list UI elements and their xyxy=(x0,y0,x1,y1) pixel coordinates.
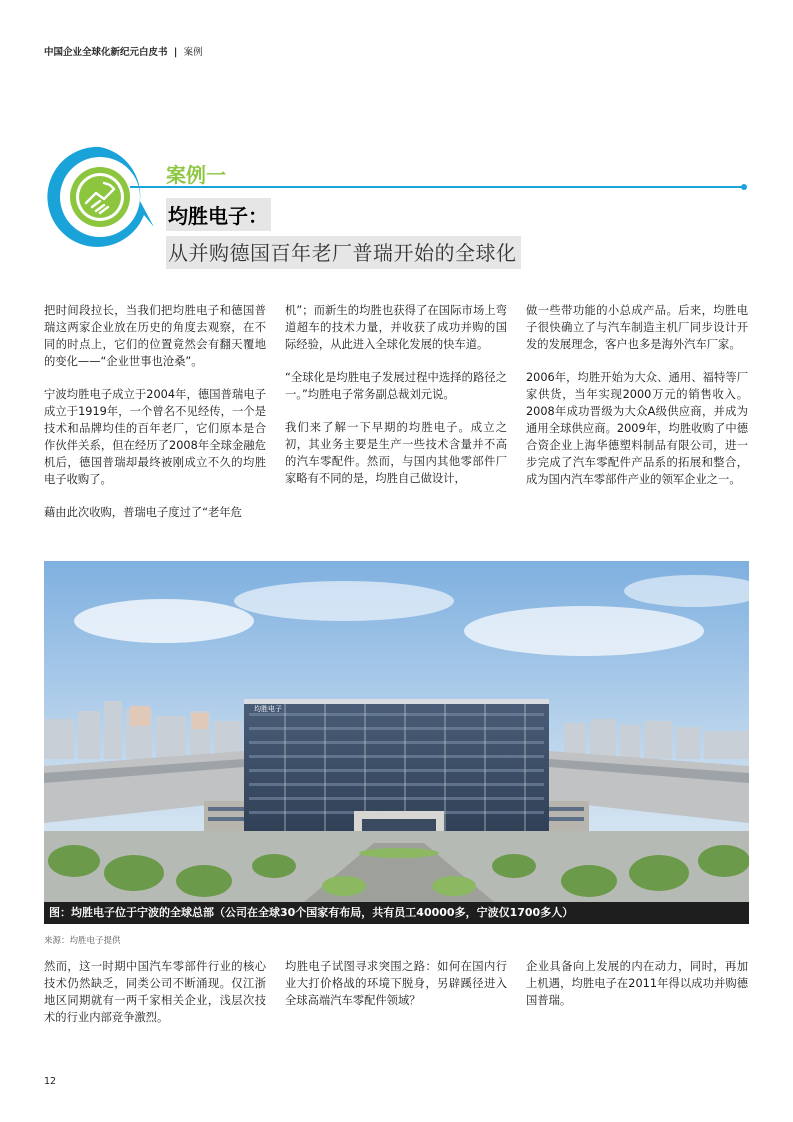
paragraph: 2006年，均胜开始为大众、通用、福特等厂家供货，当年实现2000万元的销售收入。2008年成功晋级为大众A级供应商，并成为通用全球供应商。2009年，均胜收购了中德合资企业上海华德塑料制品有限公司，进一步完成了汽车零配件产品系的拓展和整合，成为国内汽车零部件产业的领军企业之一。 xyxy=(526,371,748,486)
bottom-column-3 xyxy=(526,958,748,1025)
case-label: 案例一 xyxy=(166,163,226,187)
paragraph: 把时间段拉长，当我们把均胜电子和德国普瑞这两家企业放在历史的角度去观察，在不同的时点上，它们的位置竟然会有翻天覆地的变化——“企业世事也沧桑”。 xyxy=(44,304,266,368)
text-column-2 xyxy=(285,302,507,503)
title-rule-end xyxy=(741,184,747,190)
paragraph: 企业具备向上发展的内在动力，同时，再加上机遇，均胜电子在2011年得以成功并购德国普瑞。 xyxy=(526,960,748,1007)
paragraph: 均胜电子试图寻求突围之路：如何在国内行业大打价格战的环境下脱身，另辟蹊径进入全球高端汽车零配件领域？ xyxy=(285,960,507,1007)
page-number: 12 xyxy=(44,1076,57,1087)
text-column-3 xyxy=(526,302,748,504)
figure-caption: 图：均胜电子位于宁波的全球总部（公司在全球30个国家有布局，共有员工40000多，宁波仅1700多人） xyxy=(44,902,749,924)
paragraph: “全球化是均胜电子发展过程中选择的路径之一。”均胜电子常务副总裁刘元说。 xyxy=(285,371,507,401)
bottom-column-1 xyxy=(44,958,266,1042)
paragraph: 我们来了解一下早期的均胜电子。成立之初，其业务主要是生产一些技术含量并不高的汽车零配件。然而，与国内其他零部件厂家略有不同的是，均胜自己做设计， xyxy=(285,421,507,485)
paragraph: 然而，这一时期中国汽车零部件行业的核心技术仍然缺乏，同类公司不断涌现。仅江浙地区同期就有一两千家相关企业，浅层次技术的行业内部竞争激烈。 xyxy=(44,960,266,1024)
headquarters-illustration xyxy=(44,561,749,902)
paragraph: 机”；而新生的均胜也获得了在国际市场上弯道超车的技术力量，并收获了成功并购的国际经验，从此进入全球化发展的快车道。 xyxy=(285,304,507,351)
text-column-1 xyxy=(44,302,266,537)
header-separator: | xyxy=(173,47,178,58)
paragraph: 藉由此次收购，普瑞电子度过了“老年危 xyxy=(44,506,242,519)
paragraph: 做一些带功能的小总成产品。后来，均胜电子很快确立了与汽车制造主机厂同步设计开发的发展理念，客户也多是海外汽车厂家。 xyxy=(526,304,748,351)
case-subtitle: 从并购德国百年老厂普瑞开始的全球化 xyxy=(166,236,521,269)
company-title: 均胜电子： xyxy=(166,198,271,231)
case-badge xyxy=(44,141,156,253)
bottom-column-2 xyxy=(285,958,507,1025)
handshake-icon xyxy=(44,141,156,253)
building-sign: 均胜电子 xyxy=(254,705,282,713)
figure-source: 来源：均胜电子提供 xyxy=(44,936,121,946)
headquarters-photo xyxy=(44,561,749,902)
running-header xyxy=(44,44,203,58)
header-section: 案例 xyxy=(183,47,203,58)
paragraph: 宁波均胜电子成立于2004年，德国普瑞电子成立于1919年，一个曾名不见经传，一个是技术和品牌均佳的百年老厂，它们原本是合作伙伴关系，但在经历了2008年全球金融危机后，德国普瑞却最终被刚成立不久的均胜电子收购了。 xyxy=(44,388,266,486)
header-title: 中国企业全球化新纪元白皮书 xyxy=(44,47,168,58)
